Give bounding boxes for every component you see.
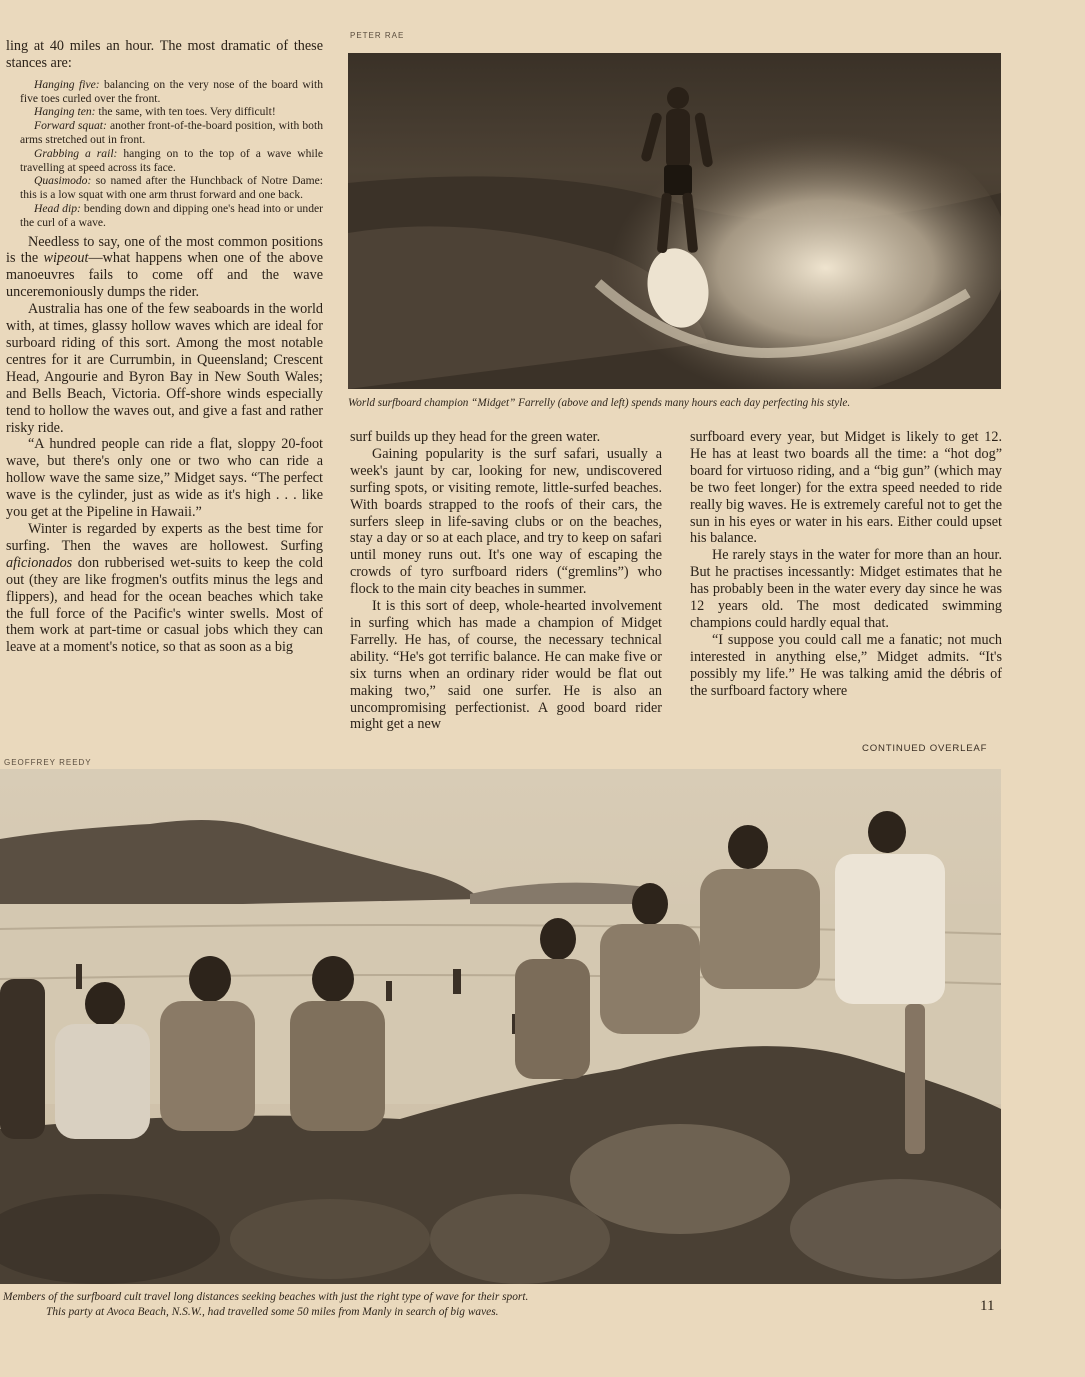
text-run: —what happens when one of the above manoeuvres fails to come off and the wave unceremoniously dumps the rider. — [6, 250, 324, 301]
beach-group-photo — [0, 769, 1001, 1284]
stance-text: another front-of-the-board position, with both arms stretched out in front. — [20, 119, 323, 146]
text-run: don rubberised wet-suits to keep the cold out (they are like frogmen's outfits minus the legs and flippers), and head for the ocean beaches which take the full force of the Pacific's winter swells. Most of them work at part-time or casual jobs which they can leave at a moment's notice, so that as soon as a big — [6, 554, 323, 656]
body-paragraph: Gaining popularity is the surf safari, usually a week's jaunt by car, looking for new, undiscovered surfing spots, or visiting remote, little-surfed beaches. With boards strapped to the roofs of their cars, the surfers sleep in life-saving clubs or on the beaches, stay a day or so at each place, and try to keep on safari until money runs out. It's one way of escaping the crowds of tyro surfboard riders (“gremlins”) who flock to the main city beaches in summer. — [350, 445, 662, 598]
stance-item — [20, 119, 323, 147]
article-column-3 — [690, 429, 1002, 700]
top-photo-caption: World surfboard champion “Midget” Farrelly (above and left) spends many hours each day perfecting his style. — [348, 397, 851, 409]
stance-item — [20, 78, 323, 106]
article-column-1 — [6, 38, 323, 656]
body-paragraph — [6, 234, 323, 302]
beach-group-photo-image — [0, 769, 1001, 1284]
bottom-photo-caption-line-2: This party at Avoca Beach, N.S.W., had travelled some 50 miles from Manly in search of big waves. — [46, 1306, 499, 1318]
emphasis: wipeout — [43, 250, 89, 267]
stance-text: balancing on the very nose of the board with five toes curled over the front. — [20, 77, 323, 105]
stance-term: Forward squat: — [34, 119, 107, 133]
page-number: 11 — [980, 1298, 995, 1314]
stance-text: hanging on to the top of a wave while travelling at speed across its face. — [20, 146, 323, 174]
body-paragraph — [6, 521, 323, 656]
stance-text: bending down and dipping one's head into or under the curl of a wave. — [20, 201, 324, 229]
intro-paragraph: ling at 40 miles an hour. The most dramatic of these stances are: — [6, 38, 323, 71]
continued-overleaf: CONTINUED OVERLEAF — [862, 743, 988, 754]
bottom-photo-caption-line-1: Members of the surfboard cult travel long distances seeking beaches with just the right type of wave for their sport. — [3, 1291, 529, 1303]
stance-text: so named after the Hunchback of Notre Dame: this is a low squat with one arm thrust forward and one back. — [20, 174, 323, 202]
body-paragraph: It is this sort of deep, whole-hearted involvement in surfing which has made a champion of Midget Farrelly. He has, of course, the necessary technical ability. “He's got terrific balance. He can make five or six turns when an ordinary rider would be flat out making two,” said one surfer. He is also an uncompromising perfectionist. A good board rider might get a new — [350, 598, 662, 733]
body-paragraph: surf builds up they head for the green water. — [350, 429, 601, 445]
surfer-photo — [348, 53, 1001, 389]
body-paragraph: Australia has one of the few seaboards in the world with, at times, glassy hollow waves which are ideal for surboard riding of this sort. Among the most notable centres for it are Currumbin, in Queensland; Crescent Head, Angourie and Byron Bay in New South Wales; and Bells Beach, Victoria. Off-shore winds especially tend to hollow the waves out, and give a fast and rather risky ride. — [6, 301, 323, 436]
stance-item — [20, 174, 323, 202]
stance-term: Hanging ten: — [34, 105, 96, 119]
body-paragraph: surfboard every year, but Midget is likely to get 12. He has at least two boards all the time: a “hot dog” board for virtuoso riding, and a “big gun” (which may be two feet longer) for the extra speed needed to ride really big waves. He is extremely careful not to get the sun in his eyes or water in his ears. Either could upset his balance. — [690, 429, 1002, 547]
body-paragraph: He rarely stays in the water for more than an hour. But he practises incessantly: Midget estimates that he has probably been in the water every day since he was 12 years old. The most dedicated swimming champions could hardly equal that. — [690, 547, 1002, 631]
text-run: Winter is regarded by experts as the best time for surfing. Then the waves are hollowest. Surfing — [6, 520, 323, 554]
stance-term: Grabbing a rail: — [34, 146, 118, 160]
stance-term: Hanging five: — [34, 77, 100, 91]
bottom-photo-credit: GEOFFREY REEDY — [4, 758, 92, 767]
emphasis: aficionados — [6, 554, 73, 571]
stance-item — [20, 105, 323, 119]
stances-list — [20, 78, 323, 230]
article-column-2 — [350, 429, 662, 733]
text-run: Needless to say, one of the most common positions is the — [6, 233, 323, 267]
body-paragraph: “A hundred people can ride a flat, sloppy 20-foot wave, but there's only one or two who can ride a hollow wave the same size,” Midget says. “The perfect wave is the cylinder, just as wide as it's high . . . like you get at the Pipeline in Hawaii.” — [6, 436, 323, 521]
body-paragraph: “I suppose you could call me a fanatic; not much interested in anything else,” Midget admits. “It's possibly my life.” He was talking amid the débris of the surfboard factory where — [690, 631, 1002, 699]
surfer-photo-image — [348, 53, 1001, 389]
top-photo-credit: PETER RAE — [350, 31, 405, 40]
stance-term: Head dip: — [34, 201, 81, 215]
stance-item — [20, 147, 323, 175]
stance-item — [20, 202, 323, 230]
stance-text: the same, with ten toes. Very difficult! — [95, 105, 276, 119]
stance-term: Quasimodo: — [34, 174, 92, 188]
